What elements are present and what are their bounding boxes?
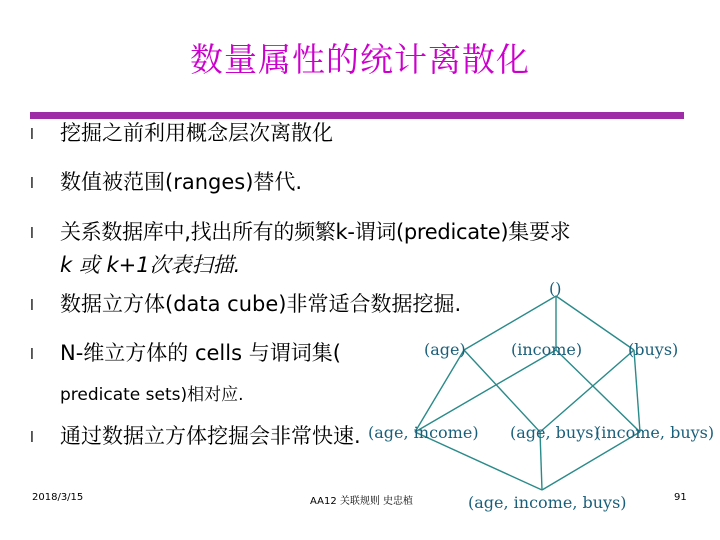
lattice-node-age-buys: (age, buys) <box>510 423 600 442</box>
bullet-marker: l <box>30 298 34 314</box>
edge-income-ageincome <box>415 350 556 432</box>
lattice-node-age: (age) <box>424 340 466 359</box>
bullet-marker: l <box>30 176 34 192</box>
edge-age-ageincome <box>415 350 464 432</box>
lattice-node-root: () <box>549 279 562 298</box>
lattice-node-income-buys: (income, buys) <box>595 423 715 442</box>
bullet-text-6: 通过数据立方体挖掘会非常快速. <box>60 424 361 448</box>
edge-buys-incomebuys <box>634 350 640 432</box>
bullet-text-5: N-维立方体的 cells 与谓词集( <box>60 341 341 365</box>
lattice-node-income: (income) <box>511 340 583 359</box>
edge-income-incomebuys <box>556 350 640 432</box>
bullet-text-5-continued: predicate sets)相对应. <box>60 385 244 405</box>
bullet-marker: l <box>30 430 34 446</box>
bullet-text-1: 挖掘之前利用概念层次离散化 <box>60 121 333 145</box>
bullet-text-3: 关系数据库中,找出所有的频繁k-谓词(predicate)集要求 <box>60 220 571 244</box>
bullet-marker: l <box>30 127 34 143</box>
bullet-marker: l <box>30 226 34 242</box>
edge-age-agebuys <box>464 350 540 432</box>
bullet-text-3-continued: k 或 k+1次表扫描. <box>60 253 241 277</box>
footer-page-number: 91 <box>674 492 687 503</box>
lattice-node-age-income: (age, income) <box>368 423 479 442</box>
slide-title: 数量属性的统计离散化 <box>190 40 530 79</box>
edge-buys-agebuys <box>540 350 634 432</box>
lattice-node-buys: (buys) <box>628 340 679 359</box>
bullet-marker: l <box>30 347 34 363</box>
bullet-text-4: 数据立方体(data cube)非常适合数据挖掘. <box>60 292 462 316</box>
footer-date: 2018/3/15 <box>32 492 84 503</box>
lattice-node-all: (age, income, buys) <box>468 493 627 512</box>
footer-course: AA12 关联规则 史忠植 <box>310 496 414 507</box>
bullet-text-2: 数值被范围(ranges)替代. <box>60 170 303 194</box>
